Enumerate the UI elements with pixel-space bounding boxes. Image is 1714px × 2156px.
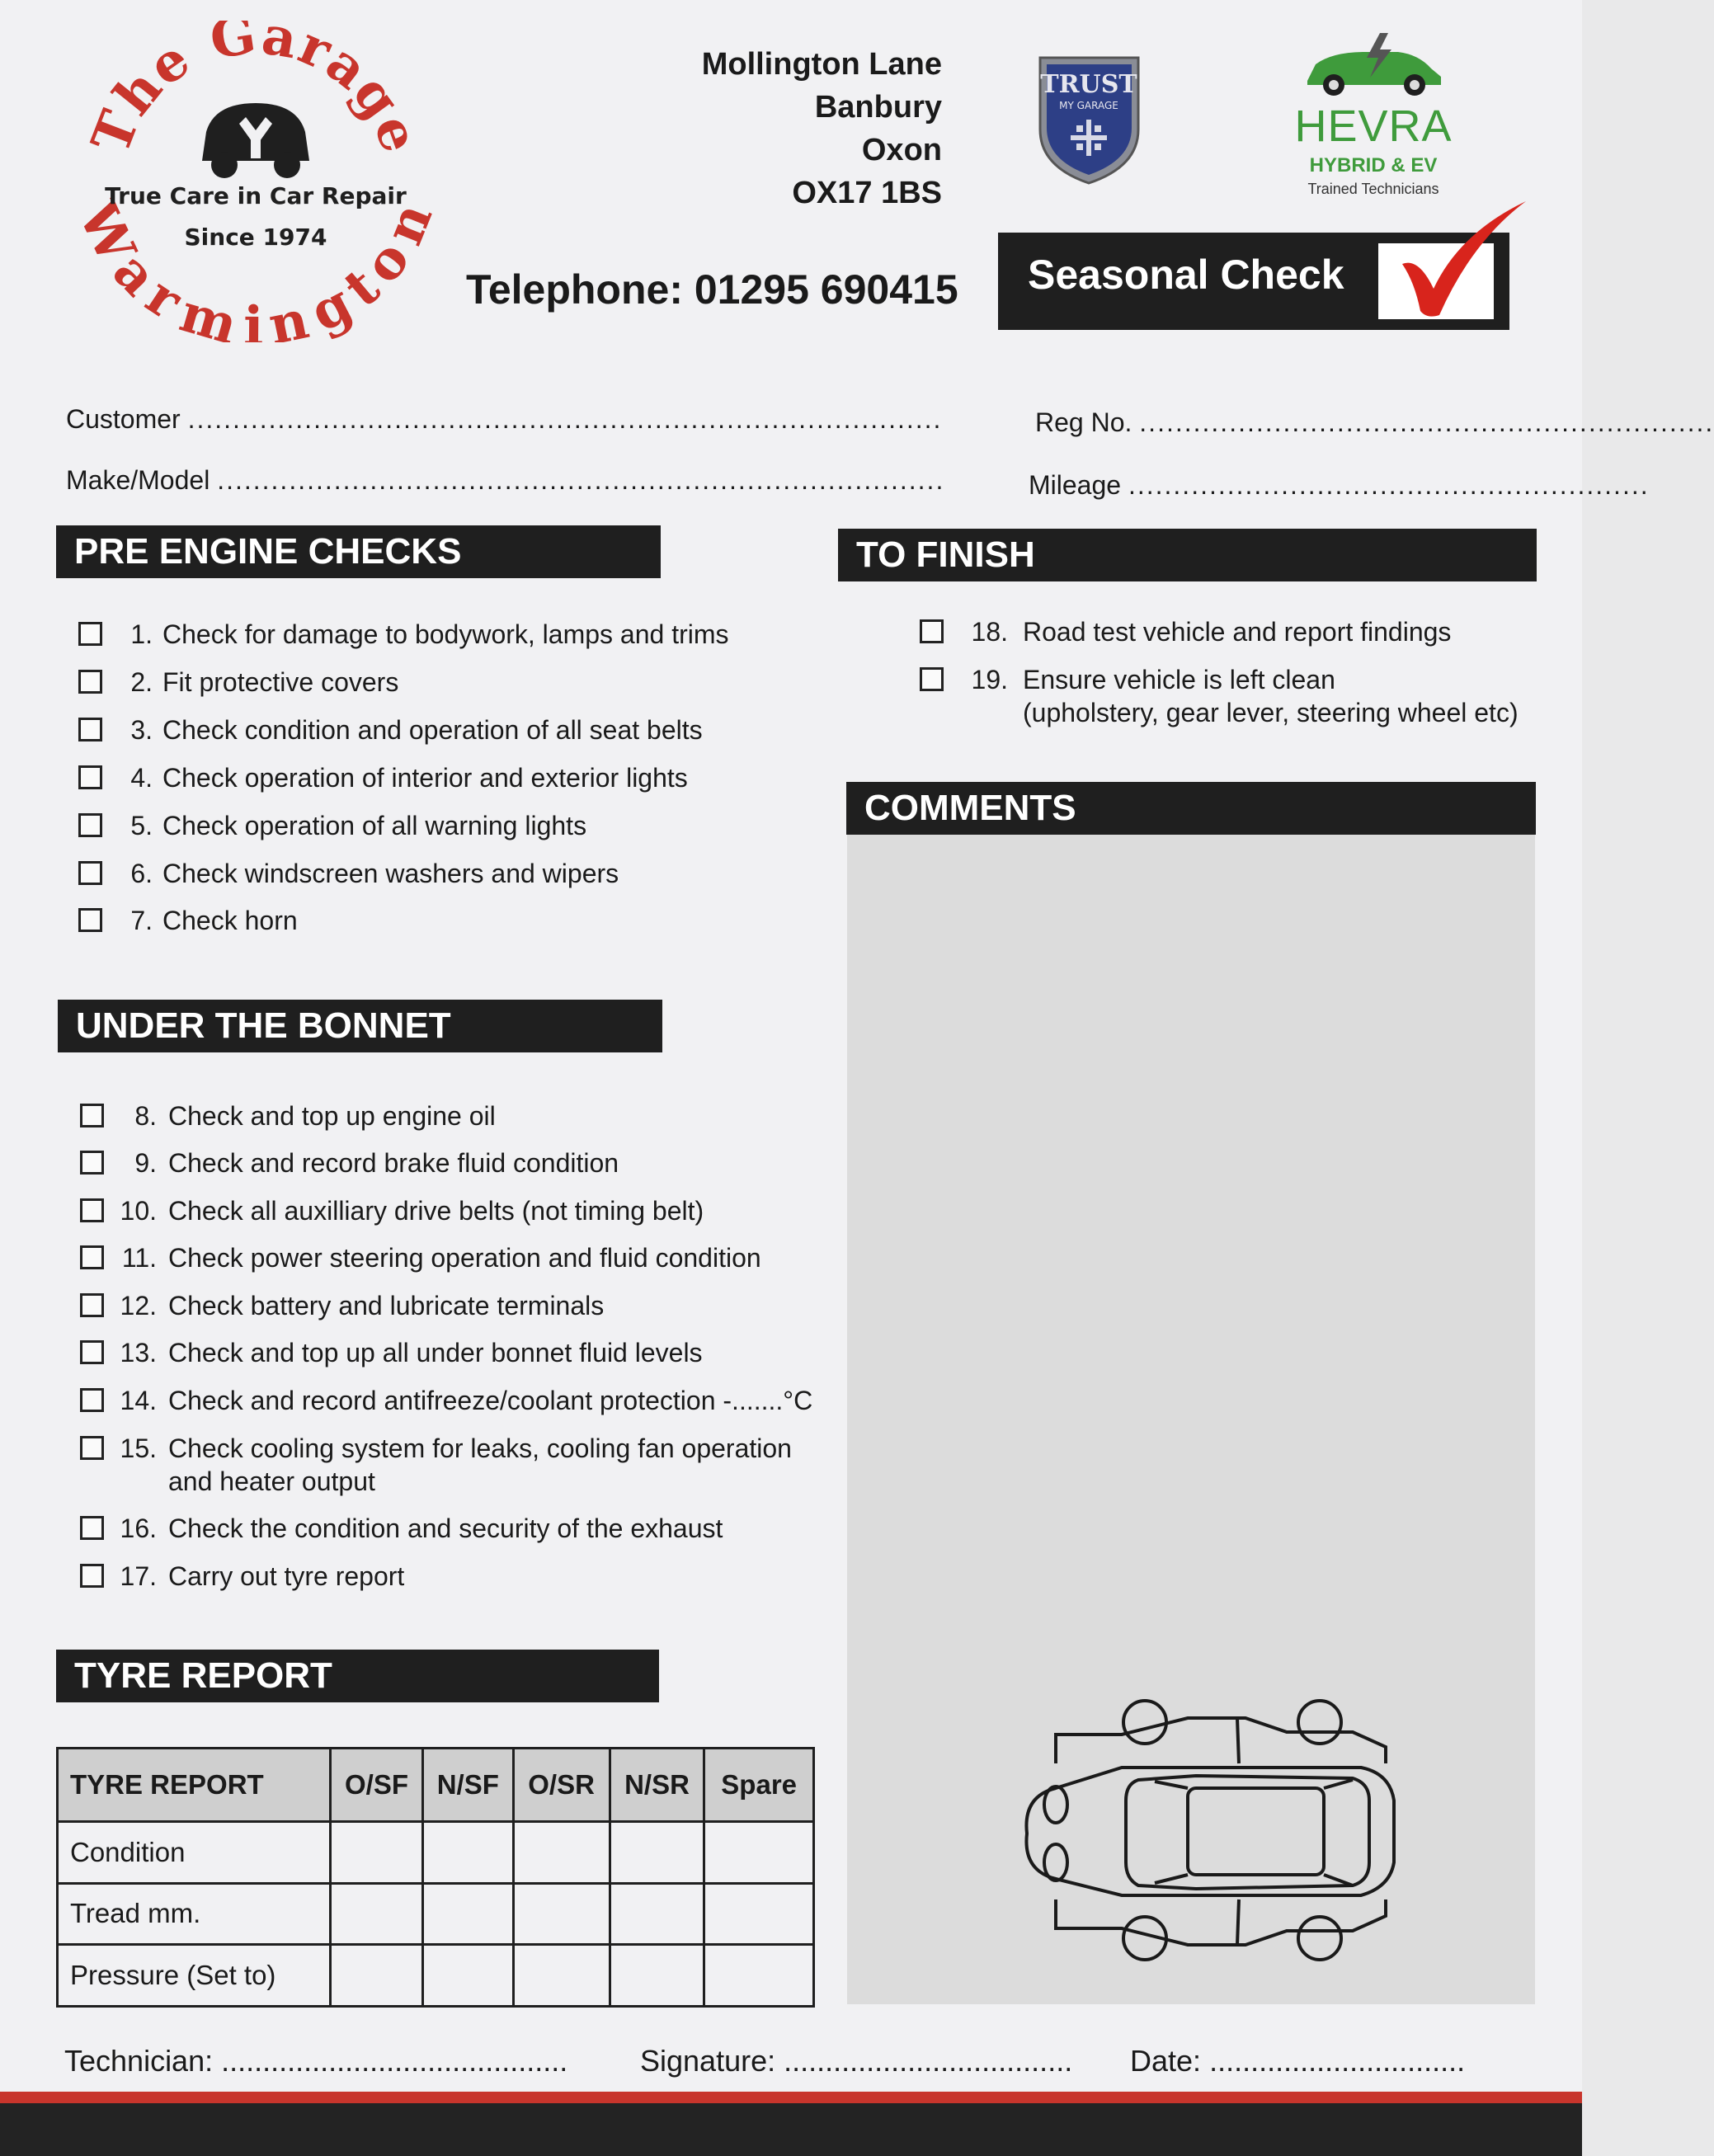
table-cell[interactable] [423,1945,513,2007]
item-number: 10. [120,1196,157,1226]
item-text: Check and record brake fluid condition [168,1148,619,1178]
telephone-number: Telephone: 01295 690415 [466,266,958,313]
item-text: Check condition and operation of all seat belts [162,715,703,745]
item-number: 1. [130,619,153,649]
checkbox[interactable] [80,1198,104,1222]
checkbox[interactable] [78,908,102,932]
item-text: Fit protective covers [162,667,399,697]
hevra-title: HEVRA [1294,101,1453,151]
item-number: 18. [971,617,1008,647]
checkbox[interactable] [78,718,102,741]
item-number: 17. [120,1561,157,1591]
item-number: 13. [120,1338,157,1368]
item-text-continued: (upholstery, gear lever, steering wheel etc) [1023,698,1519,727]
make-model-label: Make/Model [66,465,210,495]
table-cell[interactable] [610,1883,704,1945]
table-row [58,1821,814,1883]
hevra-caption: Trained Technicians [1307,181,1439,197]
tyre-table-header-row [58,1749,814,1822]
table-cell[interactable] [331,1821,423,1883]
checkbox[interactable] [80,1564,104,1588]
table-cell[interactable] [423,1821,513,1883]
address-line: Mollington Lane [701,47,942,82]
logo-tagline: True Care in Car Repair [105,182,407,209]
checkbox[interactable] [80,1104,104,1127]
pre-engine-checks-header: PRE ENGINE CHECKS [56,525,661,578]
item-text: Check power steering operation and fluid condition [168,1243,761,1273]
comments-header: COMMENTS [846,782,1536,835]
checkbox[interactable] [80,1516,104,1540]
item-number: 11. [121,1243,157,1273]
technician-field[interactable]: Technician: .......................................... [64,2044,568,2078]
black-band [0,2103,1582,2156]
item-text: Check cooling system for leaks, cooling fan operation [168,1433,792,1463]
item-number: 15. [120,1433,157,1463]
table-cell[interactable] [704,1945,814,2007]
tyre-report-table [56,1747,815,2008]
signature-field[interactable]: Signature: ................................... [640,2044,1073,2078]
item-number: 7. [130,906,153,935]
item-text: Check for damage to bodywork, lamps and trims [162,619,729,649]
item-text: Check the condition and security of the exhaust [168,1513,723,1543]
item-text: Road test vehicle and report findings [1023,617,1452,647]
tyre-report-header: TYRE REPORT [56,1650,659,1702]
ev-car-icon [1299,31,1448,97]
checkbox[interactable] [920,667,944,691]
table-cell[interactable] [513,1883,610,1945]
signature-label: Signature: [640,2044,776,2078]
checkbox[interactable] [80,1340,104,1364]
table-cell[interactable] [331,1883,423,1945]
table-cell[interactable] [513,1945,610,2007]
table-cell[interactable] [704,1821,814,1883]
table-cell[interactable] [610,1945,704,2007]
spare-column-header: Spare [704,1749,814,1822]
table-cell[interactable] [331,1945,423,2007]
item-text: Check windscreen washers and wipers [162,859,619,888]
seasonal-check-banner [998,233,1509,330]
osf-column-header: O/SF [331,1749,423,1822]
item-text: Check and top up engine oil [168,1101,496,1131]
item-text: Check and record antifreeze/coolant protection -.......°C [168,1386,813,1415]
checkbox[interactable] [80,1151,104,1175]
osr-column-header: O/SR [513,1749,610,1822]
item-text: Check operation of interior and exterior lights [162,763,688,793]
logo-bottom-text: armingto [101,228,424,342]
item-text: Check and top up all under bonnet fluid levels [168,1338,703,1368]
svg-text:Warmington [78,192,433,342]
customer-label: Customer [66,404,181,434]
to-finish-header: TO FINISH [838,529,1537,581]
trust-text: TRUST [1040,70,1137,99]
date-field[interactable]: Date: ............................... [1130,2044,1466,2078]
car-wrench-emblem [202,103,309,178]
item-text-continued: and heater output [168,1466,375,1496]
item-text: Check all auxilliary drive belts (not timing belt) [168,1196,704,1226]
hevra-badge [1283,31,1464,205]
trust-subtext: MY GARAGE [1059,100,1118,111]
table-cell[interactable] [610,1821,704,1883]
reg-no-label: Reg No. [1035,407,1132,437]
item-text: Check operation of all warning lights [162,811,587,840]
pressure-row-label: Pressure (Set to) [58,1945,331,2007]
item-text: Check battery and lubricate terminals [168,1291,605,1320]
table-cell[interactable] [423,1883,513,1945]
logo-since: Since 1974 [184,224,327,251]
nsf-column-header: N/SF [423,1749,513,1822]
table-cell[interactable] [513,1821,610,1883]
hevra-subtitle: HYBRID & EV [1309,154,1438,177]
item-number: 6. [130,859,153,888]
mileage-field[interactable]: Mileage .......................................................... [1029,470,1650,500]
checkbox[interactable] [80,1245,104,1269]
table-row [58,1883,814,1945]
tyre-report-column-header: TYRE REPORT [58,1749,331,1822]
item-number: 14. [120,1386,157,1415]
checkbox[interactable] [78,765,102,789]
item-number: 4. [130,763,153,793]
checkbox[interactable] [80,1293,104,1317]
checkbox[interactable] [78,670,102,694]
item-number: 12. [120,1291,157,1320]
item-number: 2. [130,667,153,697]
garage-logo [78,21,433,342]
seasonal-check-label: Seasonal Check [1028,252,1344,298]
nsr-column-header: N/SR [610,1749,704,1822]
checkbox[interactable] [80,1436,104,1460]
reg-no-field[interactable]: Reg No. ................................................................ [1035,407,1714,437]
make-model-field[interactable]: Make/Model ................................................................................. [66,465,945,495]
customer-field[interactable]: Customer .................................................................................... [66,404,943,434]
address-line: OX17 1BS [792,176,942,210]
under-the-bonnet-header: UNDER THE BONNET [58,1000,662,1052]
item-number: 9. [134,1148,157,1178]
item-text: Ensure vehicle is left clean [1023,665,1335,694]
checkbox[interactable] [78,622,102,646]
table-row [58,1945,814,2007]
red-stripe [0,2092,1582,2103]
table-cell[interactable] [704,1883,814,1945]
checkbox[interactable] [78,813,102,837]
red-tick-icon [1369,200,1534,323]
item-number: 5. [130,811,153,840]
checkbox[interactable] [78,861,102,885]
technician-label: Technician: [64,2044,214,2078]
garage-address [643,43,942,214]
address-line: Banbury [814,90,942,125]
logo-top-text: The Garage [79,21,432,162]
item-number: 8. [134,1101,157,1131]
trust-my-garage-badge [1034,51,1145,187]
mileage-label: Mileage [1029,470,1122,500]
tread-row-label: Tread mm. [58,1883,331,1945]
item-number: 19. [971,665,1008,694]
condition-row-label: Condition [58,1821,331,1883]
date-label: Date: [1130,2044,1202,2078]
item-number: 16. [120,1513,157,1543]
item-number: 3. [130,715,153,745]
item-text: Carry out tyre report [168,1561,405,1591]
checkbox[interactable] [80,1388,104,1412]
address-line: Oxon [861,133,942,167]
checkbox[interactable] [920,619,944,643]
item-text: Check horn [162,906,298,935]
car-damage-diagram [1023,1697,1419,1965]
